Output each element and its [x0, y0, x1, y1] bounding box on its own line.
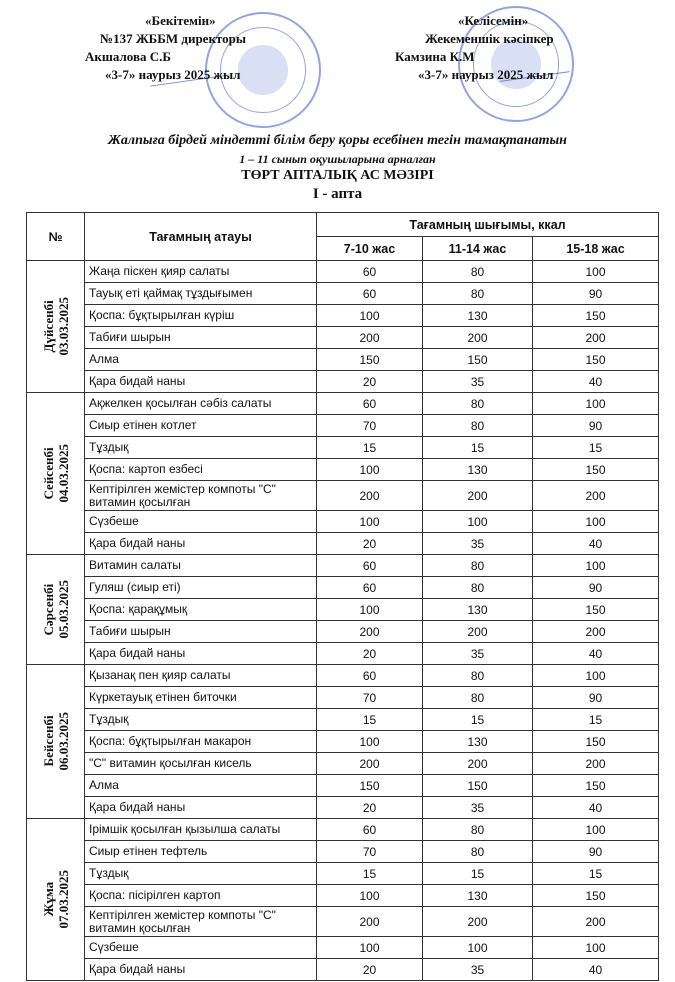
yield-value-11-14: 200	[423, 481, 533, 511]
yield-value-15-18: 150	[533, 885, 659, 907]
approval-left-date: «3-7» наурыз 2025 жыл	[105, 67, 241, 82]
yield-value-7-10: 60	[317, 819, 423, 841]
dish-name: Күркетауық етінен биточки	[85, 687, 317, 709]
dish-name: Қара бидай наны	[85, 797, 317, 819]
yield-value-11-14: 80	[423, 261, 533, 283]
dish-name: Алма	[85, 775, 317, 797]
yield-value-7-10: 20	[317, 371, 423, 393]
approval-right-label: «Келісемін»	[458, 13, 529, 28]
day-name: Дүйсенбі	[40, 300, 56, 353]
table-row	[27, 907, 659, 937]
dish-name: Кептірілген жемістер компоты "С" витамин қосылған	[85, 907, 317, 937]
table-row	[27, 819, 659, 841]
yield-value-15-18: 15	[533, 709, 659, 731]
yield-value-7-10: 100	[317, 885, 423, 907]
yield-value-7-10: 200	[317, 907, 423, 937]
dish-name: Витамин салаты	[85, 555, 317, 577]
yield-value-7-10: 100	[317, 459, 423, 481]
yield-value-15-18: 200	[533, 621, 659, 643]
yield-value-7-10: 60	[317, 261, 423, 283]
yield-value-11-14: 15	[423, 437, 533, 459]
table-row	[27, 665, 659, 687]
yield-value-11-14: 35	[423, 959, 533, 981]
dish-name: Тұздық	[85, 437, 317, 459]
title-line-3: ТӨРТ АПТАЛЫҚ АС МӘЗІРІ	[241, 168, 434, 183]
yield-value-11-14: 200	[423, 327, 533, 349]
dish-name: Қоспа: пісірілген картоп	[85, 885, 317, 907]
yield-value-7-10: 70	[317, 841, 423, 863]
yield-value-15-18: 90	[533, 577, 659, 599]
dish-name: Алма	[85, 349, 317, 371]
dish-name: Қоспа: бұқтырылған күріш	[85, 305, 317, 327]
yield-value-15-18: 100	[533, 511, 659, 533]
yield-value-15-18: 40	[533, 959, 659, 981]
yield-value-15-18: 90	[533, 687, 659, 709]
yield-value-11-14: 15	[423, 863, 533, 885]
day-cell	[27, 261, 85, 393]
yield-value-11-14: 15	[423, 709, 533, 731]
table-row	[27, 959, 659, 981]
yield-value-7-10: 70	[317, 687, 423, 709]
day-label	[41, 580, 71, 639]
table-row	[27, 753, 659, 775]
dish-name: Ірімшік қосылған қызылша салаты	[85, 819, 317, 841]
day-date: 06.03.2025	[55, 712, 71, 771]
yield-value-15-18: 40	[533, 371, 659, 393]
yield-value-15-18: 40	[533, 797, 659, 819]
yield-value-7-10: 200	[317, 621, 423, 643]
yield-value-15-18: 150	[533, 349, 659, 371]
dish-name: Тауық еті қаймақ тұздығымен	[85, 283, 317, 305]
day-name: Бейсенбі	[40, 715, 56, 768]
yield-value-11-14: 200	[423, 621, 533, 643]
dish-name: Қара бидай наны	[85, 533, 317, 555]
dish-name: Сүзбеше	[85, 511, 317, 533]
table-row	[27, 643, 659, 665]
approval-right-name: Камзина К.М	[395, 49, 475, 64]
yield-value-11-14: 150	[423, 775, 533, 797]
yield-value-15-18: 100	[533, 665, 659, 687]
day-label	[41, 444, 71, 503]
yield-value-11-14: 80	[423, 819, 533, 841]
table-row	[27, 731, 659, 753]
dish-name: Қоспа: картоп езбесі	[85, 459, 317, 481]
yield-value-7-10: 150	[317, 775, 423, 797]
yield-value-7-10: 100	[317, 599, 423, 621]
day-name: Сәрсенбі	[40, 583, 56, 636]
day-label	[41, 712, 71, 771]
yield-value-15-18: 90	[533, 415, 659, 437]
yield-value-11-14: 80	[423, 283, 533, 305]
yield-value-7-10: 200	[317, 753, 423, 775]
dish-name: Ақжелкен қосылған сәбіз салаты	[85, 393, 317, 415]
dish-name: Кептірілген жемістер компоты "С" витамин қосылған	[85, 481, 317, 511]
table-row	[27, 283, 659, 305]
yield-value-11-14: 200	[423, 753, 533, 775]
table-row	[27, 327, 659, 349]
yield-value-7-10: 20	[317, 643, 423, 665]
table-row	[27, 797, 659, 819]
day-cell	[27, 665, 85, 819]
table-row	[27, 937, 659, 959]
table-row	[27, 511, 659, 533]
yield-value-11-14: 80	[423, 665, 533, 687]
table-row	[27, 599, 659, 621]
yield-value-11-14: 200	[423, 907, 533, 937]
yield-value-11-14: 150	[423, 349, 533, 371]
yield-value-11-14: 130	[423, 305, 533, 327]
dish-name: Қара бидай наны	[85, 643, 317, 665]
yield-value-11-14: 130	[423, 459, 533, 481]
table-row	[27, 371, 659, 393]
dish-name: Сиыр етінен котлет	[85, 415, 317, 437]
table-row	[27, 863, 659, 885]
title-line-1: Жалпыға бірдей міндетті білім беру қоры есебінен тегін тамақтанатын	[108, 133, 567, 148]
yield-value-15-18: 150	[533, 305, 659, 327]
approval-right-position: Жекеменшік кәсіпкер	[425, 31, 554, 46]
dish-name: Сиыр етінен тефтель	[85, 841, 317, 863]
table-row	[27, 305, 659, 327]
yield-value-15-18: 150	[533, 599, 659, 621]
dish-name: "С" витамин қосылған кисель	[85, 753, 317, 775]
dish-name: Тұздық	[85, 709, 317, 731]
document-header	[0, 0, 675, 200]
approval-left-name: Акшалова С.Б	[85, 49, 171, 64]
approval-left-position: №137 ЖББМ директоры	[100, 31, 247, 46]
yield-value-11-14: 35	[423, 371, 533, 393]
yield-value-15-18: 150	[533, 459, 659, 481]
yield-value-7-10: 60	[317, 665, 423, 687]
yield-value-11-14: 80	[423, 393, 533, 415]
yield-value-7-10: 100	[317, 937, 423, 959]
yield-value-7-10: 70	[317, 415, 423, 437]
table-row	[27, 687, 659, 709]
yield-value-11-14: 80	[423, 555, 533, 577]
column-header-dish: Тағамның атауы	[85, 213, 317, 261]
yield-value-7-10: 15	[317, 863, 423, 885]
table-row	[27, 775, 659, 797]
approval-right-date: «3-7» наурыз 2025 жыл	[418, 67, 554, 82]
table-row	[27, 709, 659, 731]
day-date: 07.03.2025	[55, 870, 71, 929]
yield-value-11-14: 80	[423, 841, 533, 863]
yield-value-15-18: 15	[533, 437, 659, 459]
yield-value-7-10: 100	[317, 511, 423, 533]
yield-value-15-18: 200	[533, 907, 659, 937]
yield-value-7-10: 20	[317, 533, 423, 555]
week-label: I - апта	[312, 186, 363, 202]
day-name: Сейсенбі	[40, 447, 56, 500]
dish-name: Тұздық	[85, 863, 317, 885]
yield-value-15-18: 200	[533, 327, 659, 349]
yield-value-11-14: 130	[423, 599, 533, 621]
yield-value-15-18: 100	[533, 819, 659, 841]
day-label	[41, 870, 71, 929]
dish-name: Жаңа піскен қияр салаты	[85, 261, 317, 283]
table-row	[27, 459, 659, 481]
table-row	[27, 415, 659, 437]
yield-value-7-10: 60	[317, 393, 423, 415]
table-row	[27, 533, 659, 555]
table-row	[27, 481, 659, 511]
yield-value-7-10: 200	[317, 481, 423, 511]
yield-value-7-10: 100	[317, 731, 423, 753]
yield-value-7-10: 15	[317, 709, 423, 731]
yield-value-15-18: 15	[533, 863, 659, 885]
yield-value-7-10: 150	[317, 349, 423, 371]
yield-value-15-18: 90	[533, 283, 659, 305]
yield-value-11-14: 100	[423, 937, 533, 959]
column-header-age-15-18: 15-18 жас	[533, 237, 659, 261]
dish-name: Қызанақ пен қияр салаты	[85, 665, 317, 687]
day-label	[41, 297, 71, 356]
yield-value-15-18: 40	[533, 533, 659, 555]
yield-value-15-18: 100	[533, 555, 659, 577]
yield-value-15-18: 150	[533, 775, 659, 797]
yield-value-7-10: 60	[317, 283, 423, 305]
yield-value-11-14: 130	[423, 731, 533, 753]
yield-value-11-14: 80	[423, 415, 533, 437]
day-cell	[27, 819, 85, 981]
yield-value-15-18: 150	[533, 731, 659, 753]
yield-value-7-10: 60	[317, 577, 423, 599]
yield-value-11-14: 35	[423, 643, 533, 665]
yield-value-15-18: 200	[533, 481, 659, 511]
table-row	[27, 885, 659, 907]
table-row	[27, 437, 659, 459]
table-row	[27, 621, 659, 643]
yield-value-7-10: 100	[317, 305, 423, 327]
dish-name: Табиғи шырын	[85, 621, 317, 643]
yield-value-15-18: 90	[533, 841, 659, 863]
table-row	[27, 577, 659, 599]
yield-value-11-14: 35	[423, 533, 533, 555]
yield-value-11-14: 35	[423, 797, 533, 819]
yield-value-7-10: 200	[317, 327, 423, 349]
menu-body	[27, 261, 659, 981]
yield-value-11-14: 80	[423, 687, 533, 709]
approval-left-label: «Бекітемін»	[145, 13, 216, 28]
dish-name: Қара бидай наны	[85, 959, 317, 981]
yield-value-7-10: 20	[317, 797, 423, 819]
column-header-yield: Тағамның шығымы, ккал	[317, 213, 659, 237]
table-row	[27, 393, 659, 415]
yield-value-15-18: 100	[533, 937, 659, 959]
table-row	[27, 261, 659, 283]
yield-value-7-10: 60	[317, 555, 423, 577]
dish-name: Қара бидай наны	[85, 371, 317, 393]
yield-value-7-10: 15	[317, 437, 423, 459]
menu-table	[26, 212, 659, 981]
yield-value-11-14: 100	[423, 511, 533, 533]
day-date: 05.03.2025	[55, 580, 71, 639]
title-line-2: 1 – 11 сынып оқушыларына арналған	[239, 152, 436, 166]
dish-name: Қоспа: қарақұмық	[85, 599, 317, 621]
dish-name: Қоспа: бұқтырылған макарон	[85, 731, 317, 753]
table-row	[27, 841, 659, 863]
dish-name: Сүзбеше	[85, 937, 317, 959]
yield-value-15-18: 40	[533, 643, 659, 665]
day-date: 03.03.2025	[55, 297, 71, 356]
column-header-age-11-14: 11-14 жас	[423, 237, 533, 261]
yield-value-15-18: 100	[533, 261, 659, 283]
table-row	[27, 349, 659, 371]
column-header-number: №	[27, 213, 85, 261]
day-cell	[27, 555, 85, 665]
day-name: Жұма	[40, 882, 56, 917]
yield-value-7-10: 20	[317, 959, 423, 981]
table-row	[27, 555, 659, 577]
day-cell	[27, 393, 85, 555]
day-date: 04.03.2025	[55, 444, 71, 503]
yield-value-15-18: 200	[533, 753, 659, 775]
yield-value-11-14: 80	[423, 577, 533, 599]
yield-value-15-18: 100	[533, 393, 659, 415]
dish-name: Гуляш (сиыр еті)	[85, 577, 317, 599]
column-header-age-7-10: 7-10 жас	[317, 237, 423, 261]
yield-value-11-14: 130	[423, 885, 533, 907]
dish-name: Табиғи шырын	[85, 327, 317, 349]
